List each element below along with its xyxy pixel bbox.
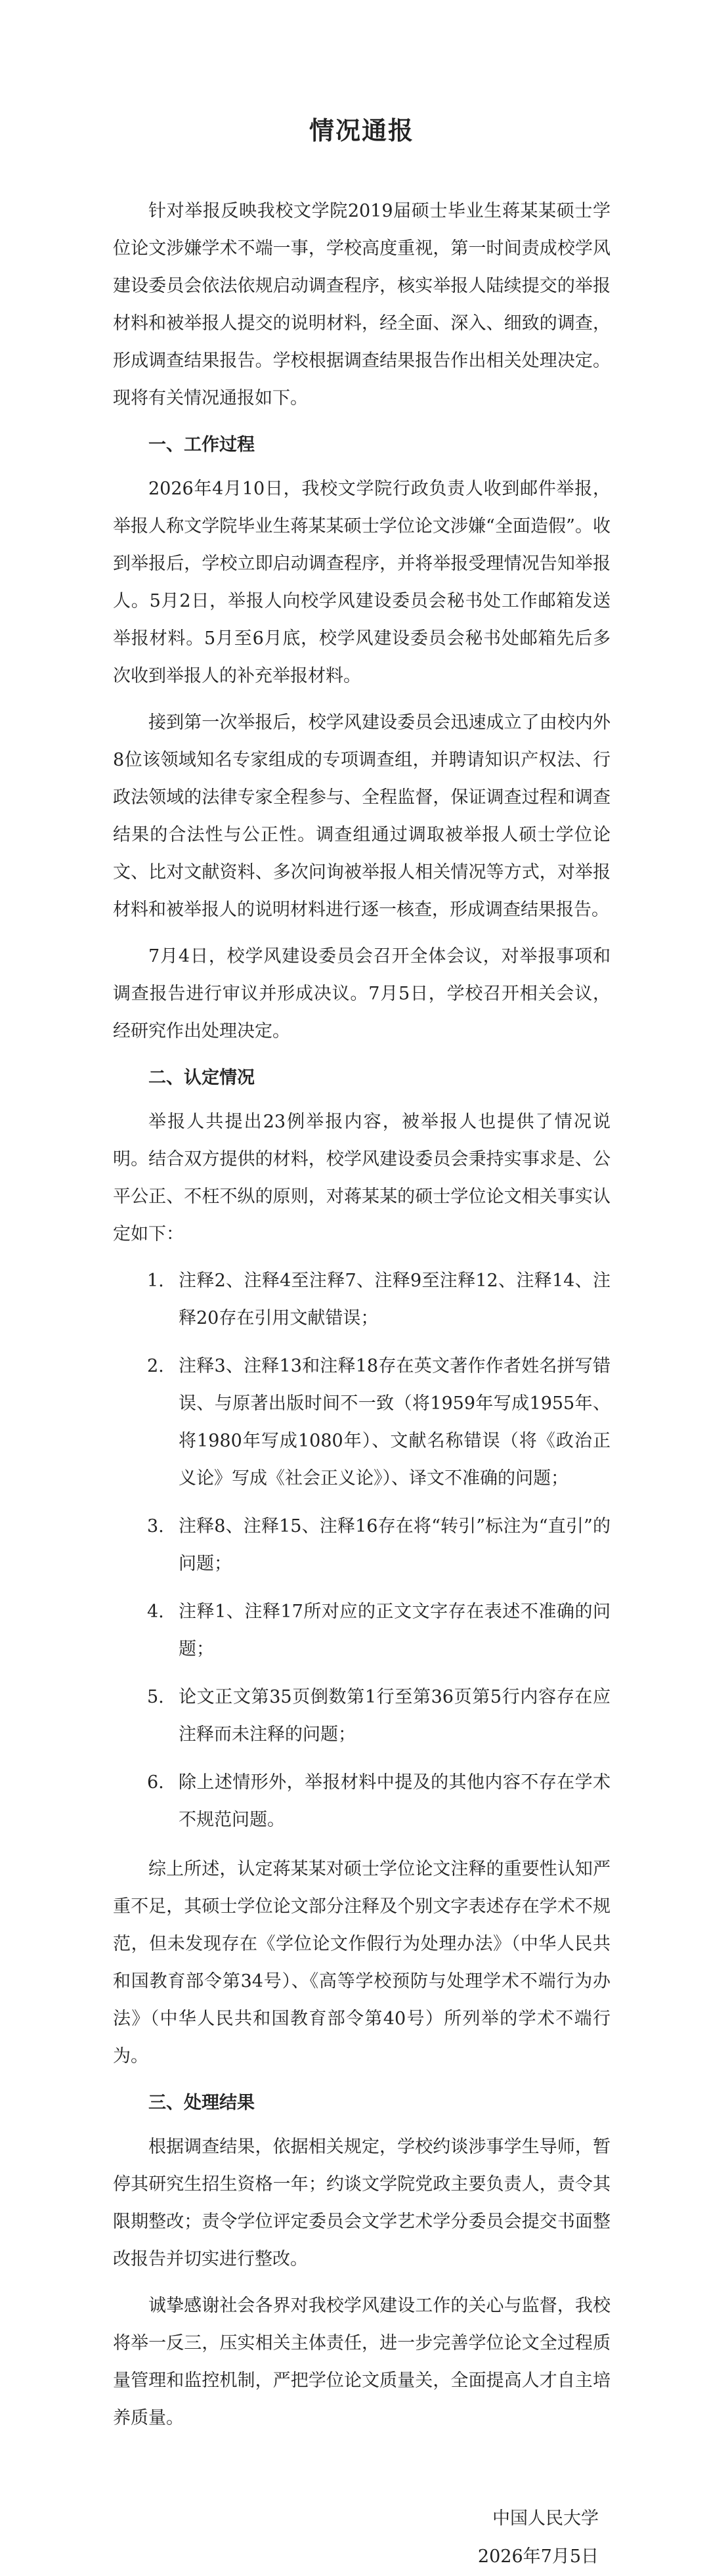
finding-text: 注释3、注释13和注释18存在英文著作作者姓名拼写错误、与原著出版时间不一致（将1959年写成1955年、将1980年写成1080年）、文献名称错误（将《政治正义论》写成《社会正义论》）、译文不准确的问题； <box>179 1356 611 1489</box>
finding-number: 1. <box>147 1271 164 1291</box>
section-heading-outcome: 三、处理结果 <box>148 2093 255 2113</box>
finding-item <box>113 1262 611 1337</box>
section-heading-findings: 二、认定情况 <box>148 1068 255 1088</box>
finding-text: 注释1、注释17所对应的正文文字存在表述不准确的问题； <box>179 1602 611 1659</box>
intro-paragraph: 针对举报反映我校文学院2019届硕士毕业生蒋某某硕士学位论文涉嫌学术不端一事，学校高度重视，第一时间责成校学风建设委员会依法依规启动调查程序，核实举报人陆续提交的举报材料和被举报人提交的说明材料，经全面、深入、细致的调查，形成调查结果报告。学校根据调查结果报告作出相关处理决定。现将有关情况通报如下。 <box>113 201 611 408</box>
page-title: 情况通报 <box>309 116 414 145</box>
finding-number: 4. <box>147 1602 164 1622</box>
finding-number: 2. <box>147 1356 164 1376</box>
finding-text: 注释2、注释4至注释7、注释9至注释12、注释14、注释20存在引用文献错误； <box>179 1271 611 1328</box>
finding-item <box>113 1593 611 1668</box>
finding-item <box>113 1678 611 1753</box>
finding-item <box>113 1347 611 1497</box>
process-paragraph-2: 接到第一次举报后，校学风建设委员会迅速成立了由校内外8位该领域知名专家组成的专项调查组，并聘请知识产权法、行政法领域的法律专家全程参与、全程监督，保证调查过程和调查结果的合法性与公正性。调查组通过调取被举报人硕士学位论文、比对文献资料、多次问询被举报人相关情况等方式，对举报材料和被举报人的说明材料进行逐一核查，形成调查结果报告。 <box>113 712 611 920</box>
finding-number: 3. <box>147 1516 164 1537</box>
finding-item <box>113 1764 611 1839</box>
outcome-paragraph-1: 根据调查结果，依据相关规定，学校约谈涉事学生导师，暂停其研究生招生资格一年；约谈文学院党政主要负责人，责令其限期整改；责令学位评定委员会文学艺术学分委员会提交书面整改报告并切实进行整改。 <box>113 2137 611 2269</box>
process-paragraph-3: 7月4日，校学风建设委员会召开全体会议，对举报事项和调查报告进行审议并形成决议。7月5日，学校召开相关会议，经研究作出处理决定。 <box>113 946 611 1041</box>
signature-block <box>113 2500 611 2576</box>
outcome-paragraph-2: 诚挚感谢社会各界对我校学风建设工作的关心与监督，我校将举一反三，压实相关主体责任，进一步完善学位论文全过程质量管理和监控机制，严把学位论文质量关，全面提高人才自主培养质量。 <box>113 2296 611 2428</box>
finding-text: 论文正文第35页倒数第1行至第36页第5行内容存在应注释而未注释的问题； <box>179 1687 611 1745</box>
process-paragraph-1: 2026年4月10日，我校文学院行政负责人收到邮件举报，举报人称文学院毕业生蒋某某硕士学位论文涉嫌“全面造假”。收到举报后，学校立即启动调查程序，并将举报受理情况告知举报人。5月2日，举报人向校学风建设委员会秘书处工作邮箱发送举报材料。5月至6月底，校学风建设委员会秘书处邮箱先后多次收到举报人的补充举报材料。 <box>113 479 611 686</box>
section-heading-process: 一、工作过程 <box>148 435 255 455</box>
finding-text: 除上述情形外，举报材料中提及的其他内容不存在学术不规范问题。 <box>179 1772 611 1830</box>
finding-text: 注释8、注释15、注释16存在将“转引”标注为“直引”的问题； <box>179 1516 611 1574</box>
findings-conclusion-paragraph: 综上所述，认定蒋某某对硕士学位论文注释的重要性认知严重不足，其硕士学位论文部分注释及个别文字表述存在学术不规范，但未发现存在《学位论文作假行为处理办法》（中华人民共和国教育部令第34号）、《高等学校预防与处理学术不端行为办法》（中华人民共和国教育部令第40号）所列举的学术不端行为。 <box>113 1859 611 2066</box>
findings-list <box>113 1262 611 1839</box>
findings-lead-paragraph: 举报人共提出23例举报内容，被举报人也提供了情况说明。结合双方提供的材料，校学风建设委员会秉持实事求是、公平公正、不枉不纵的原则，对蒋某某的硕士学位论文相关事实认定如下： <box>113 1112 611 1244</box>
finding-number: 6. <box>147 1772 164 1793</box>
finding-number: 5. <box>147 1687 164 1707</box>
signature-organization: 中国人民大学 <box>492 2508 599 2529</box>
finding-item <box>113 1508 611 1583</box>
signature-date: 2026年7月5日 <box>477 2546 599 2567</box>
